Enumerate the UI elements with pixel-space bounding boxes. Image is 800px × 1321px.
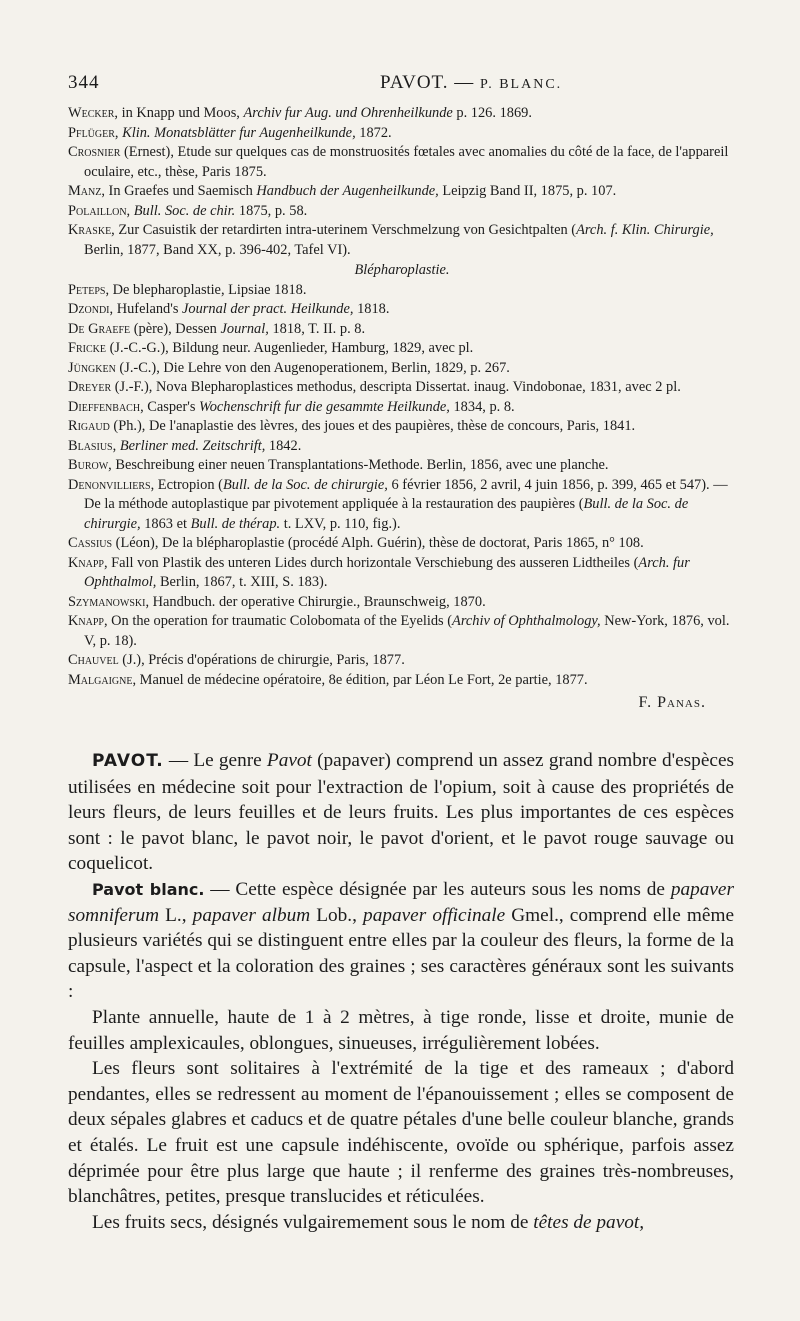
reference-rest: Berlin, 1867, t. XIII, S. 183). (156, 574, 328, 590)
reference-author: Malgaigne, (68, 671, 137, 688)
reference-italic: Wochenschrift fur die gesammte Heilkunde, (199, 398, 450, 415)
reference-author: Jüngken (68, 359, 116, 376)
reference-author: Wecker, (68, 105, 118, 121)
reference-text: (Ernest), Etude sur quelques cas de monstruosités fœtales avec anomalies du côté de la face, de l'appareil oculaire, etc., thèse, Paris 1875. (84, 144, 729, 180)
reference-entry (68, 320, 736, 340)
reference-entry (68, 476, 736, 535)
reference-author: Kraske, (68, 222, 115, 238)
reference-author: Burow, (68, 457, 112, 473)
reference-entry (68, 651, 736, 671)
reference-entry (68, 339, 736, 359)
reference-italic: Arch. f. Klin. Chirurgie, (576, 222, 714, 238)
reference-text: (J.-C.-G.), Bildung neur. Augenlieder, Hamburg, 1829, avec pl. (106, 340, 474, 356)
reference-author: Cassius (68, 535, 113, 551)
reference-author: Knapp, (68, 554, 108, 571)
reference-text: Ectropion ( (154, 476, 223, 493)
author-signature: F. Panas. (638, 694, 706, 711)
reference-author: Manz, (68, 183, 105, 199)
reference-author: Szymanowski, (68, 593, 150, 610)
reference-text: (J.-F.), Nova Blepharoplastices methodus, descripta Dissertat. inaug. Vindobonae, 1831, avec 2 pl. (111, 379, 681, 395)
reference-rest: 1834, p. 8. (449, 398, 515, 415)
reference-entry (68, 281, 736, 301)
reference-author: Dzondi, (68, 301, 114, 317)
reference-entry (68, 378, 736, 398)
subentry-headword: Pavot blanc. (92, 879, 205, 899)
reference-entry (68, 104, 736, 124)
reference-entry (68, 417, 736, 437)
text-run: Gmel., comprend elle même plusieurs variétés qui se distinguent entre elles par la couleur des fleurs, la forme de la capsule, l'aspect et la coloration des graines ; ses caractères généraux sont les suivants : (68, 904, 735, 1003)
reference-rest: 6 février 1856, 2 avril, 4 juin 1856, p. 399, 465 et 547). — De la méthode autoplastique par pivotement appliquée à la restauration des paupières ( (84, 476, 728, 512)
reference-author: Crosnier (68, 144, 121, 160)
reference-text: Manuel de médecine opératoire, 8e édition, par Léon Le Fort, 2e partie, 1877. (136, 671, 588, 688)
reference-italic: Archiv of Ophthalmology, (452, 613, 601, 629)
reference-italic: Journal der pract. Heilkunde, (182, 301, 354, 317)
reference-author: Dieffenbach, (68, 398, 144, 415)
text-run: — Cette espèce désignée par les auteurs sous les noms de (204, 878, 671, 900)
text-run: Lob., (310, 904, 364, 926)
running-head (380, 72, 562, 94)
reference-text: in Knapp und Moos, (117, 105, 244, 121)
reference-italic: Klin. Monatsblätter fur Augenheilkunde, (122, 124, 356, 141)
reference-author: Peteps, (68, 281, 110, 298)
page-header (68, 72, 728, 102)
reference-entry (68, 534, 736, 554)
reference-rest: t. LXV, p. 110, fig.). (280, 515, 401, 532)
italic-run: Pavot (266, 750, 312, 771)
reference-rest: New-York, 1876, vol. V, p. 18). (84, 613, 730, 649)
section-subhead: Blépharoplastie. (354, 262, 450, 278)
italic-run: papaver somniferum (68, 878, 734, 926)
text-run: Les fruits secs, désignés vulgairemement sous le nom de (92, 1211, 534, 1233)
reference-italic: Bull. de la Soc. de chirurgie, (222, 476, 388, 493)
paragraph-1 (68, 748, 734, 877)
reference-author: Pflüger, (68, 124, 119, 141)
reference-author: De Graefe (68, 320, 131, 337)
reference-entry (68, 671, 736, 691)
reference-text: (Ph.), De l'anaplastie des lèvres, des joues et des paupières, thèse de concours, Paris, 1841. (109, 418, 636, 434)
page-number: 344 (68, 72, 100, 93)
reference-entry (68, 437, 736, 457)
paragraph-2 (68, 877, 734, 1005)
text-run: (papaver) comprend un assez grand nombre d'espèces utilisées en médecine soit pour l'extraction de l'opium, soit à cause des propriétés de leurs fleurs, de leurs feuilles et de leurs fruits. Les plus importantes de ces espèces sont : le pavot blanc, le pavot noir, le pavot d'orient, et le pavot rouge sauvage ou coquelicot. (68, 750, 735, 875)
reference-entry (68, 456, 736, 476)
running-head-main: PAVOT. — (380, 72, 475, 93)
reference-entry (68, 182, 736, 202)
italic-run: têtes de pavot, (533, 1211, 645, 1233)
bibliography (68, 104, 736, 713)
reference-entry (68, 398, 736, 418)
reference-rest: 1863 et (140, 515, 191, 532)
reference-rest: 1842. (265, 437, 302, 454)
reference-text: Casper's (143, 398, 200, 415)
reference-entry (68, 554, 736, 593)
reference-author: Blasius, (68, 437, 117, 454)
italic-run: papaver album (192, 904, 311, 926)
references-group-2 (68, 281, 736, 691)
reference-text: (Léon), De la blépharoplastie (procédé Alph. Guérin), thèse de doctorat, Paris 1865, n° 108. (112, 535, 644, 551)
reference-entry (68, 221, 736, 260)
entry-headword: PAVOT. (92, 751, 164, 771)
reference-italic: Bull. Soc. de chir. (133, 202, 236, 219)
reference-italic: Berliner med. Zeitschrift, (119, 437, 266, 454)
reference-author: Chauvel (68, 652, 119, 668)
reference-italic: Arch. fur Ophthalmol, (84, 554, 690, 590)
reference-entry (68, 359, 736, 379)
reference-text: (J.), Précis d'opérations de chirurgie, Paris, 1877. (118, 652, 405, 668)
paragraph-3: Plante annuelle, haute de 1 à 2 mètres, à tige ronde, lisse et droite, munie de feuilles amplexicaules, oblongues, sinueuses, irrégulièrement lobées. (68, 1006, 734, 1054)
running-head-sub: P. BLANC. (479, 77, 563, 92)
paragraph-4: Les fleurs sont solitaires à l'extrémité de la tige et des rameaux ; d'abord pendantes, elles se redressent au moment de l'épanouissement ; elles se composent de deux sépales glabres et caducs et de quatre pétales d'une belle couleur blanche, grands et étalés. Le fruit est une capsule indéhiscente, ovoïde ou sphérique, parfois assez déprimée pour être plus large que haute ; il renferme des graines très-nombreuses, blanchâtres, petites, presque translucides et réticulées. (68, 1058, 734, 1208)
reference-entry (68, 300, 736, 320)
reference-entry (68, 124, 736, 144)
article-body (68, 748, 734, 1235)
reference-text: Fall von Plastik des unteren Lides durch horizontale Verschiebung des ausseren Lidtheiles ( (107, 554, 639, 571)
reference-text: In Graefes und Saemisch (104, 183, 257, 199)
reference-italic: Journal, (220, 320, 269, 337)
reference-italic: Bull. de thérap. (190, 515, 281, 532)
reference-author: Dreyer (68, 379, 112, 395)
reference-text: De blepharoplastie, Lipsiae 1818. (109, 281, 307, 298)
reference-rest: 1818. (353, 301, 390, 317)
reference-rest: Berlin, 1877, Band XX, p. 396-402, Tafel VI). (84, 241, 351, 258)
reference-text: Hufeland's (113, 301, 183, 317)
reference-text: (père), Dessen (130, 320, 221, 337)
reference-entry (68, 202, 736, 222)
reference-author: Polaillon, (68, 202, 131, 219)
reference-italic: Handbuch der Augenheilkunde, (256, 183, 439, 199)
reference-rest: 1872. (355, 124, 392, 141)
reference-text: Beschreibung einer neuen Transplantations-Methode. Berlin, 1856, avec une planche. (111, 457, 609, 473)
reference-text: On the operation for traumatic Colobomata of the Eyelids ( (107, 613, 453, 629)
reference-author: Knapp, (68, 613, 108, 629)
references-group-1 (68, 104, 736, 260)
italic-run: papaver officinale (363, 904, 506, 926)
reference-entry (68, 593, 736, 613)
reference-author: Fricke (68, 340, 107, 356)
reference-entry (68, 612, 736, 651)
reference-rest: p. 126. 1869. (452, 105, 532, 121)
reference-text: (J.-C.), Die Lehre von den Augenoperationem, Berlin, 1829, p. 267. (115, 359, 510, 376)
reference-text: Handbuch. der operative Chirurgie., Braunschweig, 1870. (149, 593, 486, 610)
reference-rest: Leipzig Band II, 1875, p. 107. (438, 183, 617, 199)
reference-author: Denonvilliers, (68, 476, 155, 493)
paragraph-5 (68, 1210, 734, 1236)
reference-text: Zur Casuistik der retardirten intra-uterinem Verschmelzung von Gesichtpalten ( (114, 222, 577, 238)
reference-rest: 1875, p. 58. (235, 202, 308, 219)
reference-italic: Bull. de la Soc. de chirurgie, (84, 496, 689, 532)
reference-italic: Archiv fur Aug. und Ohrenheilkunde (243, 105, 453, 121)
text-run: — Le genre (163, 750, 267, 771)
reference-entry (68, 143, 736, 182)
reference-rest: 1818, T. II. p. 8. (268, 320, 366, 337)
reference-author: Rigaud (68, 418, 110, 434)
text-run: L., (159, 904, 193, 926)
